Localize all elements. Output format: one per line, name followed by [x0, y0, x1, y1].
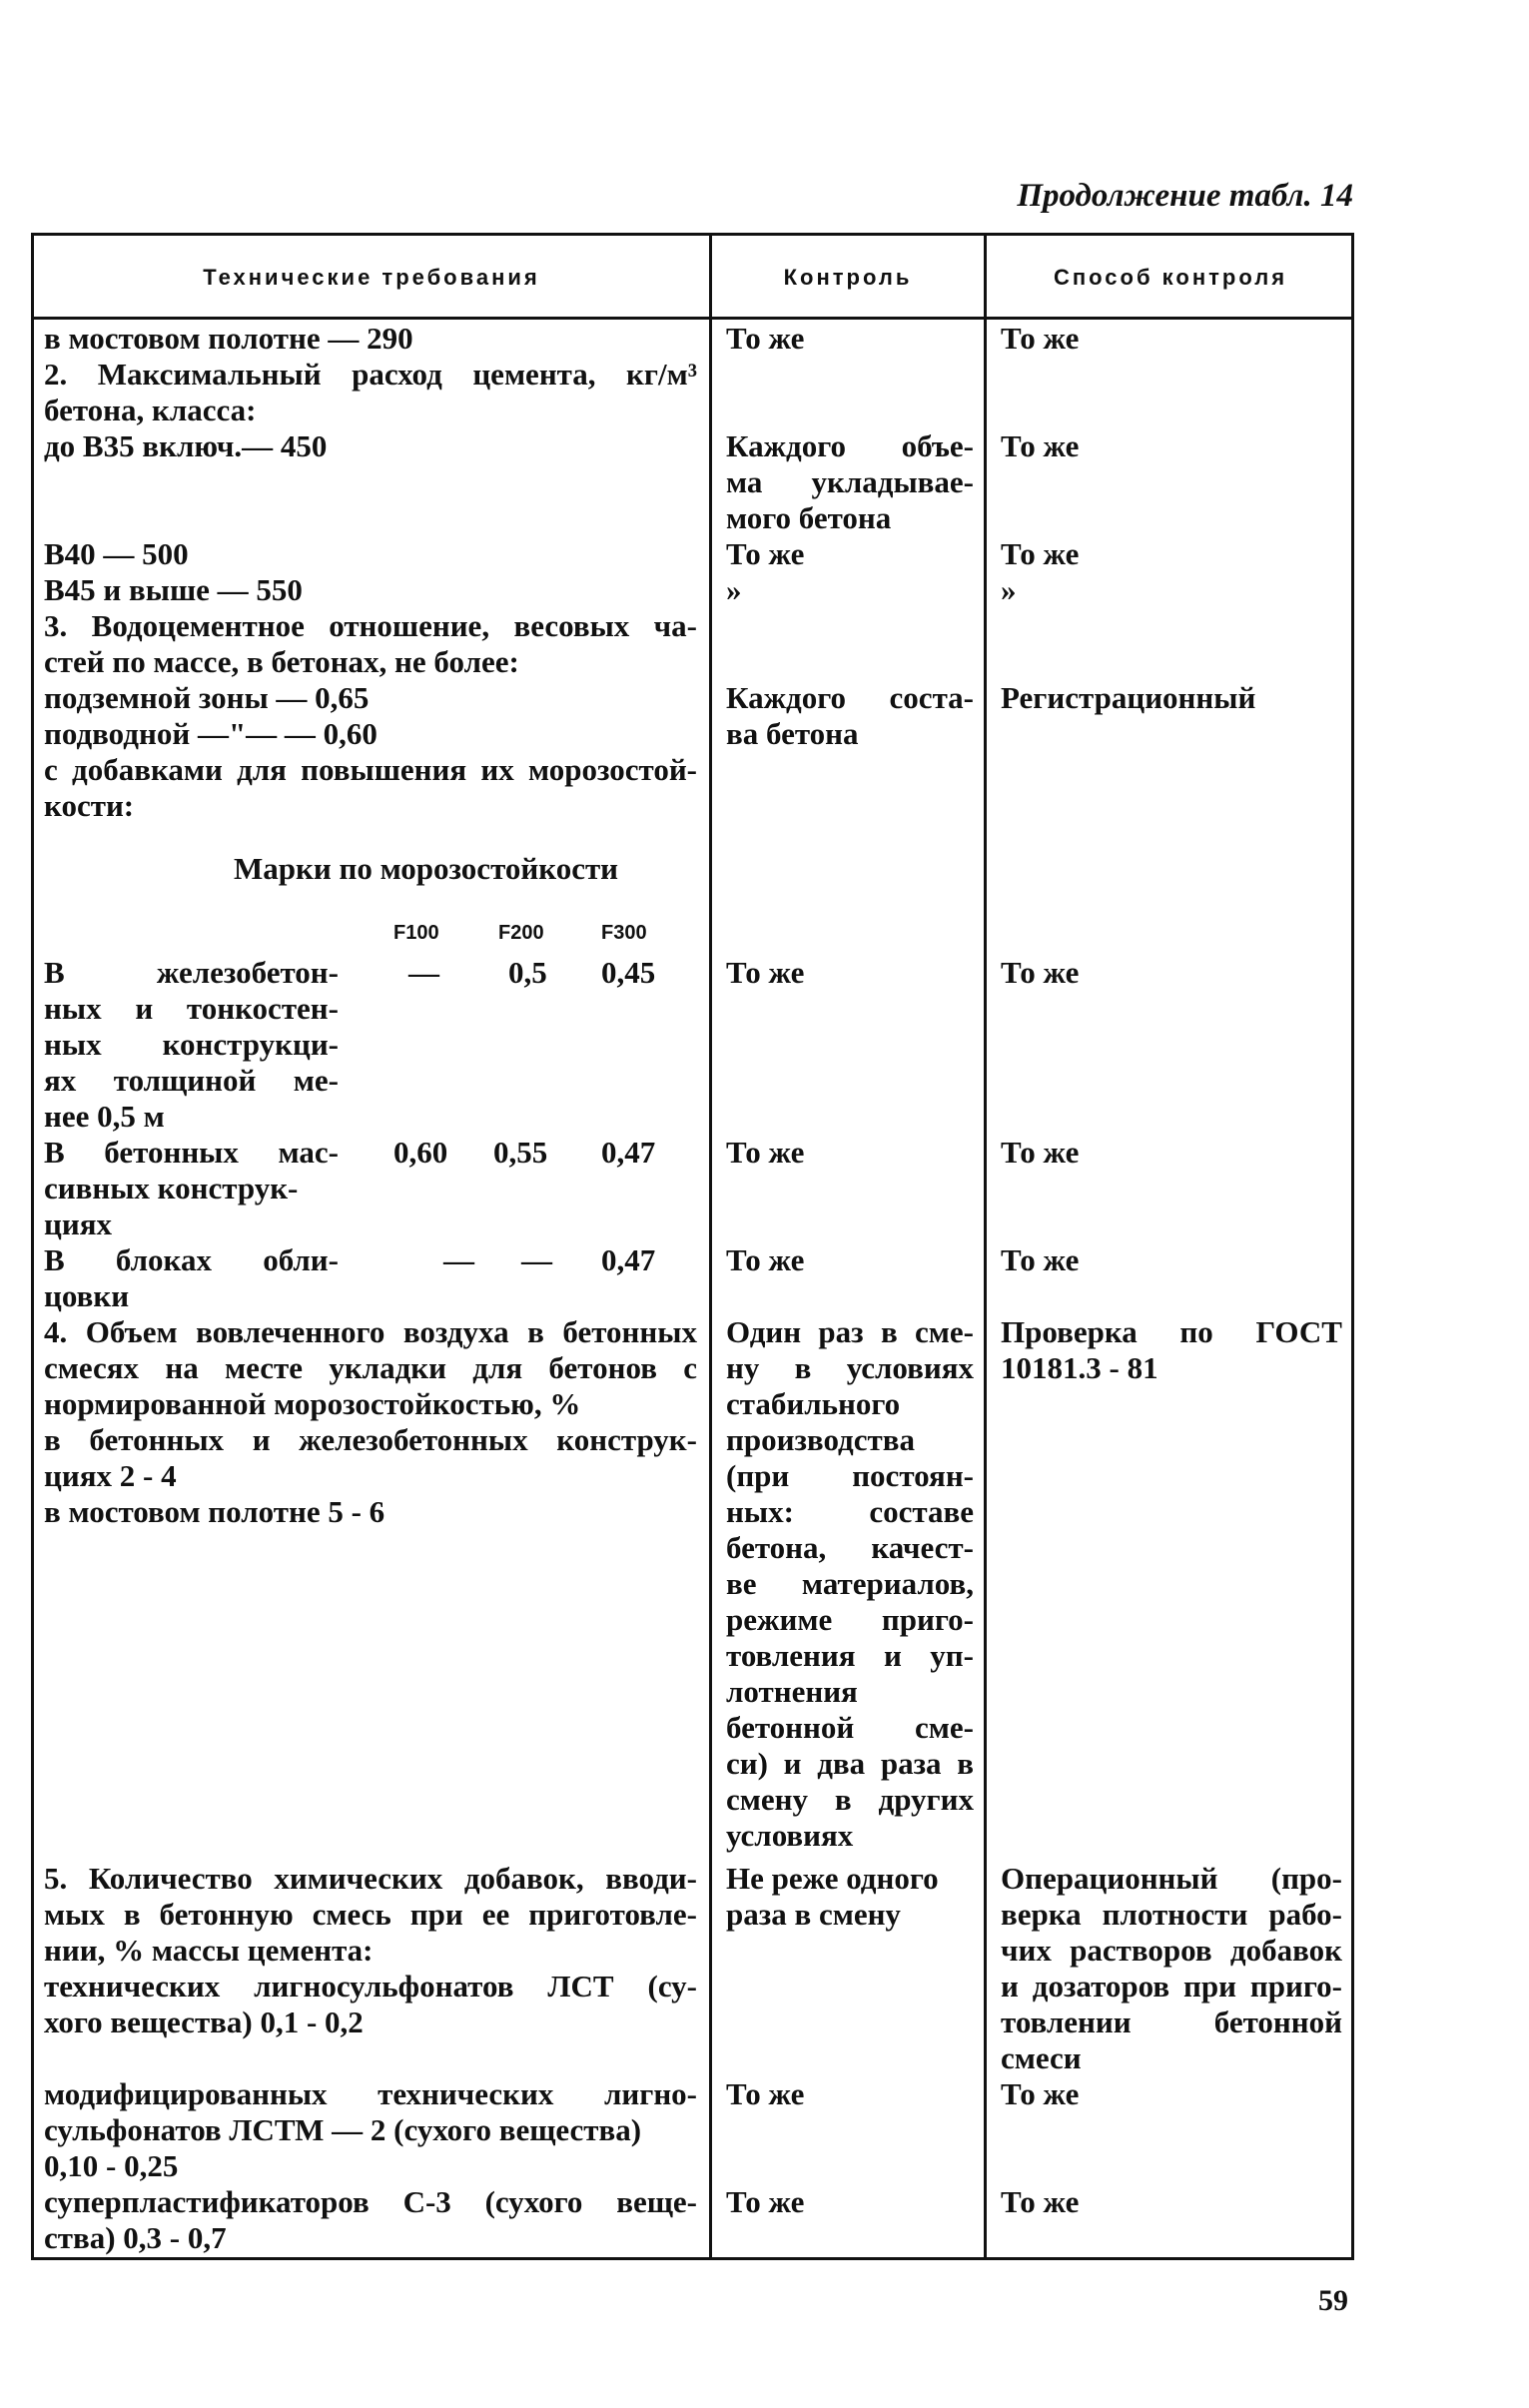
header-requirements: Технические требования [203, 264, 540, 290]
text-line: ства) 0,3 - 0,7 [44, 2220, 227, 2255]
text-line: производства [726, 1422, 915, 1457]
text-line: Не реже одного [726, 1861, 939, 1896]
text-line: суперпластификаторов С-3 (сухого веще- [44, 2184, 697, 2219]
value-f200: — [521, 1242, 552, 1277]
frost-grade-f100: F100 [393, 922, 439, 944]
text-line: мых в бетонную смесь при ее приготовле- [44, 1897, 697, 1932]
text-line: То же [1001, 2076, 1080, 2111]
text-line: цовки [44, 1278, 130, 1313]
value-f100: 0,60 [393, 1135, 448, 1170]
text-line: Проверка по ГОСТ [1001, 1314, 1342, 1349]
text-line: товления и уп- [726, 1638, 974, 1673]
text-line: То же [1001, 1135, 1080, 1170]
text-line: технических лигносульфонатов ЛСТ (су- [44, 1969, 697, 2004]
text-line: То же [1001, 955, 1080, 990]
text-line: лотнения [726, 1674, 858, 1709]
text-line: Один раз в сме- [726, 1314, 974, 1349]
text-line: раза в смену [726, 1897, 901, 1932]
text-line: модифицированных технических лигно- [44, 2076, 697, 2111]
text-line: Регистрационный [1001, 680, 1256, 715]
text-line: в мостовом полотне 5 - 6 [44, 1494, 385, 1529]
text-line: То же [1001, 321, 1080, 356]
text-line: бетона, класса: [44, 393, 257, 427]
text-line: ва бетона [726, 716, 859, 751]
text-line: В блоках обли- [44, 1242, 339, 1277]
text-line: В железобетон- [44, 955, 339, 990]
text-line: (при постоян- [726, 1458, 974, 1493]
text-line: 10181.3 - 81 [1001, 1350, 1158, 1385]
text-line: 5. Количество химических добавок, вводи- [44, 1861, 697, 1896]
text-line: То же [726, 2076, 805, 2111]
text-line: нее 0,5 м [44, 1099, 165, 1134]
text-line: хого вещества) 0,1 - 0,2 [44, 2005, 364, 2039]
value-f100: — [408, 955, 439, 990]
page-number: 59 [1318, 2284, 1348, 2317]
text-line: смеси [1001, 2040, 1082, 2075]
text-line: То же [726, 1135, 805, 1170]
text-line: циях [44, 1206, 112, 1241]
text-line: в мостовом полотне — 290 [44, 321, 413, 356]
value-f300: 0,45 [601, 955, 656, 990]
text-line: ве материалов, [726, 1566, 974, 1601]
text-line: сульфонатов ЛСТМ — 2 (сухого вещества) [44, 2112, 642, 2147]
value-f300: 0,47 [601, 1242, 656, 1277]
text-line: кости: [44, 788, 135, 823]
header-method: Способ контроля [1053, 264, 1288, 290]
text-line: » [726, 572, 742, 607]
text-line: То же [726, 2184, 805, 2219]
text-line: То же [726, 536, 805, 571]
text-line: 3. Водоцементное отношение, весовых ча- [44, 608, 697, 643]
text-line: условиях [726, 1818, 854, 1853]
text-line: То же [1001, 1242, 1080, 1277]
text-line: бетона, качест- [726, 1530, 974, 1565]
text-line: Каждого объе- [726, 428, 974, 463]
value-f300: 0,47 [601, 1135, 656, 1170]
text-line: подводной —"— — 0,60 [44, 716, 378, 751]
text-line: чих растворов добавок [1001, 1933, 1342, 1968]
text-line: ях толщиной ме- [44, 1063, 339, 1098]
text-line: Операционный (про- [1001, 1861, 1342, 1896]
text-line: 4. Объем вовлеченного воздуха в бетонных [44, 1314, 697, 1349]
frost-marks-title: Марки по морозостойкости [234, 851, 619, 886]
text-line: нормированной морозостойкостью, % [44, 1386, 581, 1421]
text-line: до B35 включ.— 450 [44, 428, 328, 463]
text-line: стей по массе, в бетонах, не более: [44, 644, 519, 679]
text-line: То же [726, 1242, 805, 1277]
text-line: ма укладывае- [726, 464, 974, 499]
text-line: подземной зоны — 0,65 [44, 680, 370, 715]
text-line: верка плотности рабо- [1001, 1897, 1342, 1932]
column-divider [709, 236, 712, 2257]
text-line: ных: составе [726, 1494, 974, 1529]
text-line: товлении бетонной [1001, 2005, 1342, 2039]
text-line: мого бетона [726, 500, 892, 535]
frost-grade-f200: F200 [498, 922, 544, 944]
header-control: Контроль [783, 264, 913, 290]
text-line: режиме приго- [726, 1602, 974, 1637]
text-line: циях 2 - 4 [44, 1458, 177, 1493]
value-f200: 0,5 [508, 955, 547, 990]
text-line: То же [1001, 428, 1080, 463]
table-caption: Продолжение табл. 14 [1017, 178, 1353, 214]
text-line: В бетонных мас- [44, 1135, 339, 1170]
text-line: ных и тонкостен- [44, 991, 339, 1026]
text-line: и дозаторов при приго- [1001, 1969, 1342, 2004]
requirements-table [31, 233, 1354, 2260]
text-line: с добавками для повышения их морозостой- [44, 752, 697, 787]
text-line: смену в других [726, 1782, 974, 1817]
text-line: » [1001, 572, 1017, 607]
text-line: си) и два раза в [726, 1746, 974, 1781]
text-line: 2. Максимальный расход цемента, кг/м³ [44, 357, 697, 392]
text-line: То же [1001, 2184, 1080, 2219]
text-line: То же [1001, 536, 1080, 571]
text-line: То же [726, 955, 805, 990]
text-line: ну в условиях [726, 1350, 974, 1385]
text-line: сивных конструк- [44, 1171, 299, 1205]
column-divider [984, 236, 987, 2257]
text-line: Каждого соста- [726, 680, 974, 715]
text-line: B45 и выше — 550 [44, 572, 303, 607]
text-line: нии, % массы цемента: [44, 1933, 374, 1968]
value-f200: 0,55 [493, 1135, 548, 1170]
text-line: B40 — 500 [44, 536, 189, 571]
text-line: бетонной сме- [726, 1710, 974, 1745]
text-line: 0,10 - 0,25 [44, 2148, 179, 2183]
text-line: То же [726, 321, 805, 356]
text-line: ных конструкци- [44, 1027, 339, 1062]
value-f100: — [443, 1242, 474, 1277]
text-line: в бетонных и железобетонных конструк- [44, 1422, 697, 1457]
text-line: стабильного [726, 1386, 901, 1421]
frost-grade-f300: F300 [601, 922, 647, 944]
text-line: смесях на месте укладки для бетонов с [44, 1350, 697, 1385]
